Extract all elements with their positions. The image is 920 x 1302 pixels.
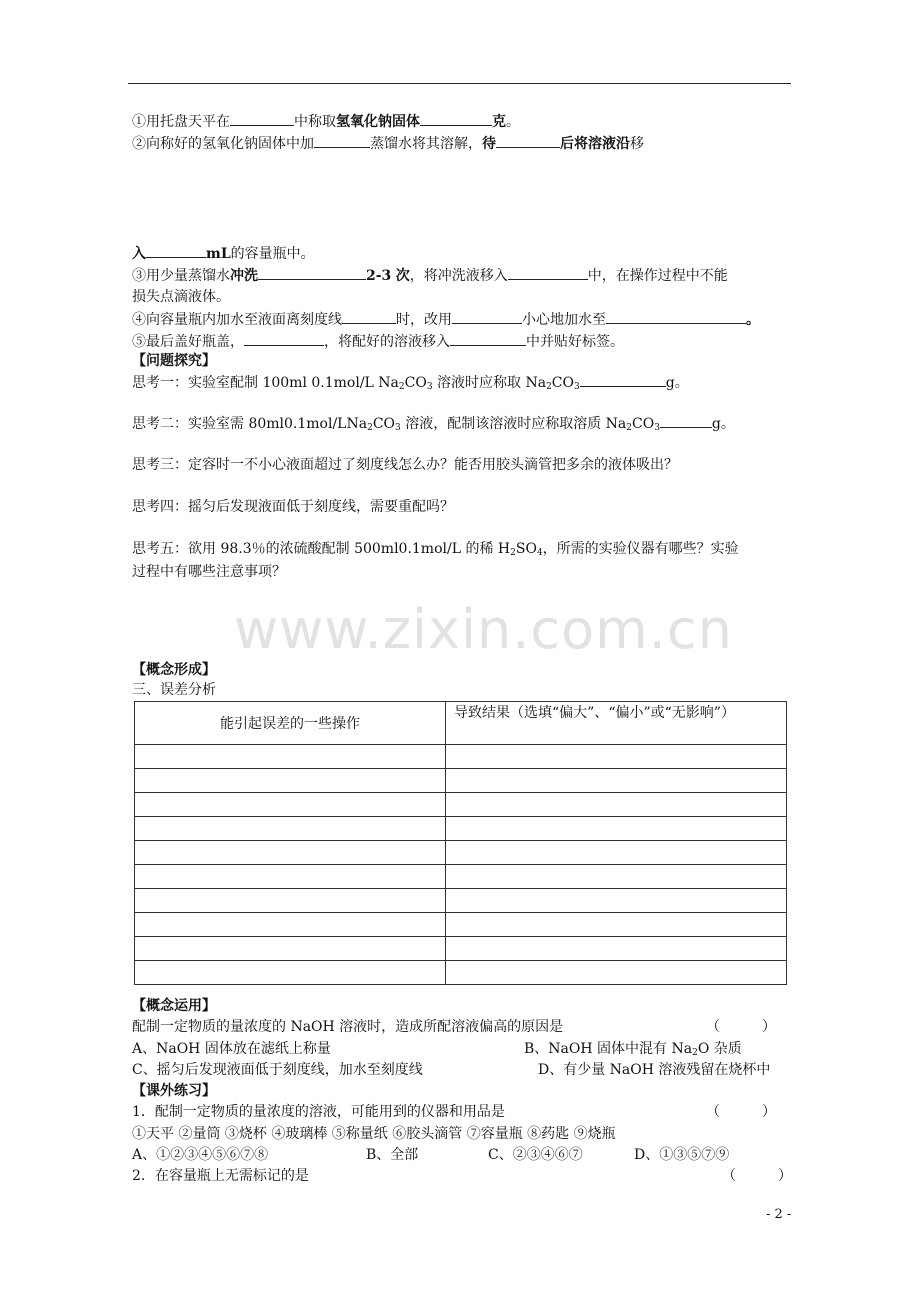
table-row: [135, 937, 787, 961]
q1-text-d: CO: [551, 375, 574, 391]
table-cell[interactable]: [135, 961, 446, 985]
option-b-text-b: O 杂质: [697, 1041, 742, 1057]
blank[interactable]: [314, 133, 370, 148]
application-heading: 【概念运用】: [132, 998, 216, 1014]
step3-text-a: ③用少量蒸馏水: [132, 268, 230, 284]
q5-sub: 2: [510, 548, 516, 558]
exercise-1-answer-paren[interactable]: （ ）: [706, 1104, 776, 1120]
step1-line: [132, 111, 520, 132]
table-cell[interactable]: [135, 913, 446, 937]
blank[interactable]: [606, 309, 746, 324]
step3-text-d: 次: [395, 268, 410, 284]
q1-text-c: 溶液时应称取 Na: [432, 375, 547, 391]
q2-sub: 3: [395, 423, 401, 433]
question-5: [132, 539, 739, 563]
step3-cont-line: 损失点滴液体。: [132, 289, 230, 305]
error-analysis-table: [134, 701, 787, 985]
blank[interactable]: [450, 331, 526, 346]
table-row: [135, 745, 787, 769]
blank[interactable]: [580, 372, 666, 387]
table-row: [135, 865, 787, 889]
blank[interactable]: [452, 309, 522, 324]
option-b-text-a: B、NaOH 固体中混有 Na: [524, 1041, 693, 1057]
step2-cont-text-a: 入: [132, 246, 146, 262]
step1-text-d: 克: [492, 114, 506, 130]
step1-text-b: 中称取: [294, 114, 336, 130]
q2-text-a: 思考二：实验室需 80ml0.1mol/LNa: [132, 416, 368, 432]
table-cell[interactable]: [135, 937, 446, 961]
step3-text-c: 2-3: [366, 268, 392, 284]
q1-sub: 3: [426, 382, 433, 392]
table-row: [135, 769, 787, 793]
blank[interactable]: [508, 265, 588, 280]
q1-text-e: g。: [665, 375, 689, 391]
q2-text-c: 溶液，配制该溶液时应称取溶质 Na: [400, 416, 627, 432]
step3-text-b: 冲洗: [230, 268, 258, 284]
table-cell[interactable]: [446, 913, 787, 937]
step1-text-a: ①用托盘天平在: [132, 114, 230, 130]
step4-text-b: 时，改用: [396, 312, 452, 328]
step2-cont-line: [132, 243, 315, 264]
q1-text-b: CO: [404, 375, 427, 391]
table-cell[interactable]: [135, 841, 446, 865]
blank[interactable]: [258, 265, 366, 280]
q2-text-b: CO: [372, 416, 396, 432]
q1-sub: 2: [546, 382, 552, 392]
step2-text-a: ②向称好的氢氧化钠固体中加: [132, 136, 314, 152]
q1-sub: 3: [574, 382, 580, 392]
concept-heading: 【概念形成】: [132, 662, 216, 678]
q5-text-b: SO: [515, 541, 537, 557]
step5-line: [132, 331, 624, 352]
watermark: www.zixin.com.cn: [234, 598, 733, 661]
step2-cont-text-c: 的容量瓶中。: [230, 246, 315, 262]
table-cell[interactable]: [446, 817, 787, 841]
header-rule: [128, 83, 791, 84]
step2-text-d: 后将溶液沿: [560, 136, 630, 152]
table-header-result: 导致结果（选填“偏大”、“偏小”或“无影响”）: [446, 702, 787, 745]
step3-text-f: 中，在操作过程中不能: [587, 268, 728, 284]
exercise-1-option-b[interactable]: B、全部: [366, 1147, 419, 1163]
table-cell[interactable]: [135, 769, 446, 793]
question-5-cont: 过程中有哪些注意事项？: [132, 564, 286, 580]
step3-text-e: ，将冲洗液移入: [409, 268, 508, 284]
step4-text-c: 小心地加水至: [522, 312, 606, 328]
table-cell[interactable]: [446, 745, 787, 769]
table-row: [135, 793, 787, 817]
blank[interactable]: [496, 133, 560, 148]
table-header-row: [135, 702, 787, 745]
option-c[interactable]: C、摇匀后发现液面低于刻度线，加水至刻度线: [132, 1062, 423, 1078]
table-row: [135, 913, 787, 937]
step2-text-b: 蒸馏水将其溶解，: [370, 136, 482, 152]
step5-text-b: ，将配好的溶液移入: [324, 334, 450, 350]
blank[interactable]: [420, 111, 492, 126]
step4-text-d: 。: [746, 312, 760, 328]
step5-text-c: 中并贴好标签。: [526, 334, 624, 350]
blank[interactable]: [230, 111, 294, 126]
exercise-2-answer-paren[interactable]: （ ）: [722, 1168, 792, 1184]
step1-text-c: 氢氧化钠固体: [336, 114, 420, 130]
table-cell[interactable]: [446, 865, 787, 889]
exercise-heading: 【课外练习】: [132, 1083, 216, 1099]
blank[interactable]: [660, 413, 712, 428]
option-b-sub: 2: [692, 1048, 698, 1058]
blank[interactable]: [146, 243, 206, 258]
question-2: [132, 413, 735, 438]
table-row: [135, 841, 787, 865]
option-a[interactable]: A、NaOH 固体放在滤纸上称量: [132, 1041, 331, 1057]
table-cell[interactable]: [446, 769, 787, 793]
exercise-1-option-d[interactable]: D、①③⑤⑦⑨: [634, 1147, 730, 1163]
q2-sub: 3: [654, 423, 660, 433]
table-cell[interactable]: [135, 793, 446, 817]
q2-sub: 2: [367, 423, 373, 433]
table-cell[interactable]: [446, 961, 787, 985]
page-number: - 2 -: [766, 1207, 792, 1222]
table-cell[interactable]: [135, 889, 446, 913]
q5-text-c: ，所需的实验仪器有哪些？实验: [542, 541, 739, 557]
table-cell[interactable]: [135, 865, 446, 889]
q2-text-e: g。: [711, 416, 735, 432]
blank[interactable]: [244, 331, 324, 346]
table-row: [135, 961, 787, 985]
q2-text-d: CO: [631, 416, 655, 432]
step4-line: [132, 309, 760, 330]
table-header-operation: 能引起误差的一些操作: [135, 702, 446, 745]
step2-text-c: 待: [482, 136, 496, 152]
exercise-question-2: 2．在容量瓶上无需标记的是: [132, 1168, 309, 1184]
step2-text-e: 移: [630, 136, 644, 152]
q5-sub: 4: [536, 548, 543, 558]
exercise-1-option-c[interactable]: C、②③④⑥⑦: [488, 1147, 583, 1163]
application-answer-paren[interactable]: （ ）: [706, 1019, 776, 1035]
step5-text-a: ⑤最后盖好瓶盖，: [132, 334, 244, 350]
table-cell[interactable]: [446, 841, 787, 865]
option-d[interactable]: D、有少量 NaOH 溶液残留在烧杯中: [538, 1062, 771, 1078]
inquiry-heading: 【问题探究】: [132, 353, 216, 369]
q1-sub: 2: [398, 382, 405, 392]
exercise-question-1: 1．配制一定物质的量浓度的溶液，可能用到的仪器和用品是: [132, 1104, 505, 1120]
error-analysis-subheading: 三、误差分析: [132, 682, 216, 698]
table-cell[interactable]: [135, 745, 446, 769]
question-3: 思考三：定容时一不小心液面超过了刻度线怎么办？能否用胶头滴管把多余的液体吸出？: [132, 457, 678, 473]
table-row: [135, 817, 787, 841]
step4-text-a: ④向容量瓶内加水至液面离刻度线: [132, 312, 342, 328]
table-cell[interactable]: [446, 889, 787, 913]
table-row: [135, 889, 787, 913]
exercise-1-option-a[interactable]: A、①②③④⑤⑥⑦⑧: [132, 1147, 269, 1163]
step3-line: [132, 265, 728, 286]
step2-line: [132, 133, 644, 154]
q5-text-a: 思考五：欲用 98.3％的浓硫酸配制 500ml0.1mol/L 的稀 H: [132, 541, 511, 557]
application-question: 配制一定物质的量浓度的 NaOH 溶液时，造成所配溶液偏高的原因是: [132, 1019, 564, 1035]
table-cell[interactable]: [446, 793, 787, 817]
question-4: 思考四：摇匀后发现液面低于刻度线，需要重配吗？: [132, 499, 454, 515]
q1-text-a: 思考一：实验室配制 100ml 0.1mol/L Na: [132, 375, 399, 391]
table-cell[interactable]: [135, 817, 446, 841]
blank[interactable]: [342, 309, 396, 324]
table-cell[interactable]: [446, 937, 787, 961]
step1-text-e: 。: [506, 114, 520, 130]
exercise-1-items: ①天平 ②量筒 ③烧杯 ④玻璃棒 ⑤称量纸 ⑥胶头滴管 ⑦容量瓶 ⑧药匙 ⑨烧瓶: [132, 1126, 616, 1142]
question-1: [132, 372, 689, 397]
q2-sub: 2: [626, 423, 632, 433]
step2-cont-unit: mL: [206, 246, 231, 262]
